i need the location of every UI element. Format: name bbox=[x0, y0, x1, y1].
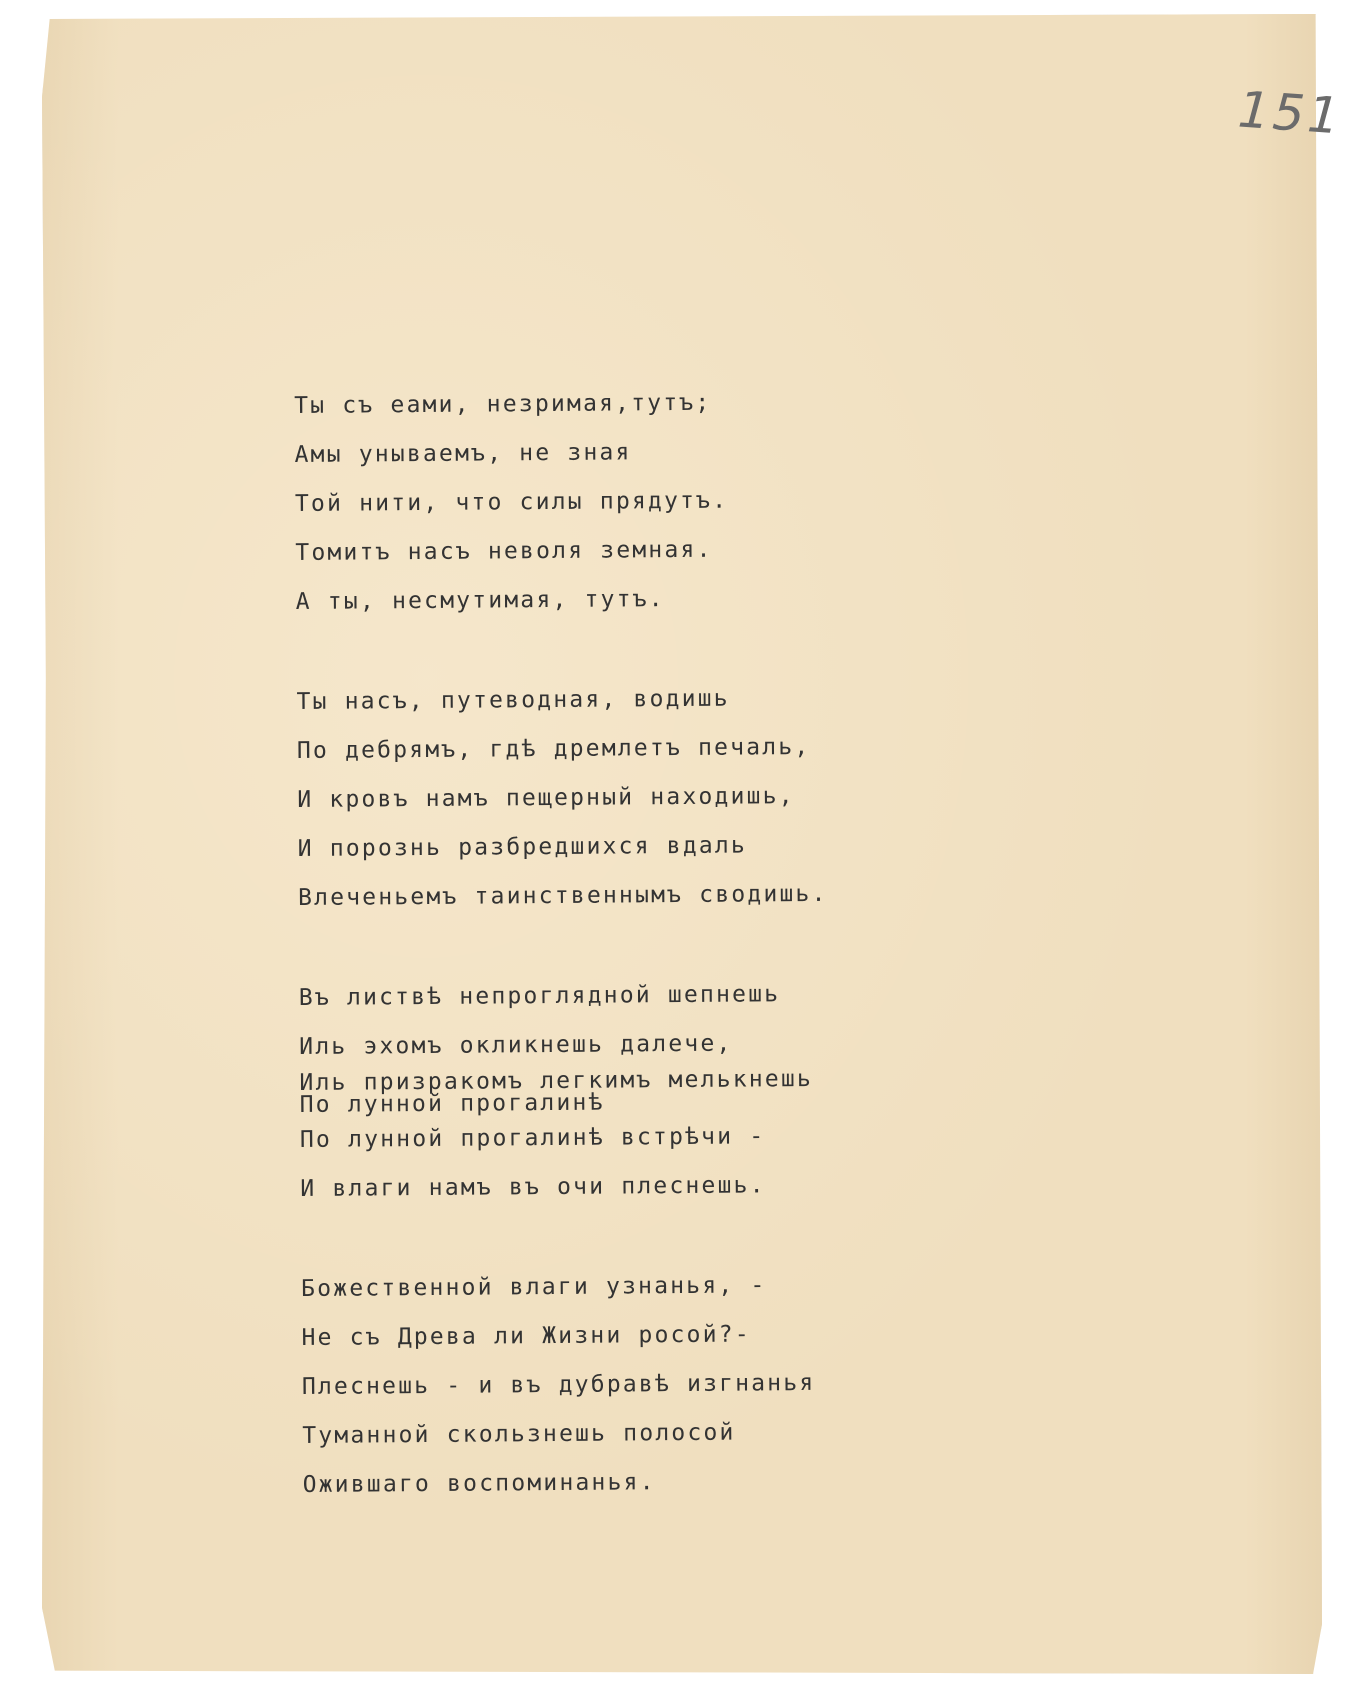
poem-line: А ты, несмутимая, тутъ. bbox=[295, 586, 665, 615]
poem-line: Ожившаго воспоминанья. bbox=[302, 1469, 656, 1498]
poem-line: Туманной скользнешь полосой bbox=[302, 1419, 736, 1449]
page-number: 151 bbox=[1236, 80, 1345, 146]
poem-line: Ты съ еами, незримая,тутъ; bbox=[294, 389, 712, 419]
poem-line: Ты насъ, путеводная, водишь bbox=[296, 685, 730, 715]
poem-line-overtyped: Иль призракомъ легкимъ мелькнешь bbox=[299, 1065, 814, 1096]
poem-line: По лунной прогалинѣ встрѣчи - bbox=[299, 1123, 766, 1153]
poem-line: И кровъ намъ пещерный находишь, bbox=[297, 783, 795, 813]
poem-line: Въ листвѣ непроглядной шепнешь bbox=[298, 981, 781, 1011]
poem-line: Иль эхомъ окликнешь далече, bbox=[299, 1030, 733, 1060]
poem-line-overtyped: По лунной прогалинѣ bbox=[299, 1089, 605, 1118]
poem-line: И влаги намъ въ очи плеснешь. bbox=[300, 1172, 766, 1202]
poem-line: Той нити, что силы прядутъ. bbox=[294, 487, 729, 517]
stanza-4 bbox=[301, 1258, 1203, 1510]
poem-line: Не съ Древа ли Жизни росой?- bbox=[301, 1321, 751, 1351]
stanza-3 bbox=[299, 967, 1201, 1214]
poem-line: Влеченьемъ таинственнымъ сводишь. bbox=[297, 880, 828, 911]
poem-line: И порознь разбредшихся вдаль bbox=[297, 832, 748, 862]
poem-line: Томитъ насъ неволя земная. bbox=[295, 536, 713, 566]
poem-line: По дебрямъ, гдѣ дремлетъ печаль, bbox=[296, 733, 811, 764]
poem-line: Плеснешь - и въ дубравѣ изгнанья bbox=[301, 1369, 816, 1400]
stanza-1 bbox=[294, 375, 1196, 627]
poem-body bbox=[294, 375, 1203, 1561]
stanza-2 bbox=[296, 671, 1198, 923]
poem-line: Божественной влаги узнанья, - bbox=[301, 1272, 767, 1302]
poem-line: Амы унываемъ, не зная bbox=[294, 439, 632, 468]
